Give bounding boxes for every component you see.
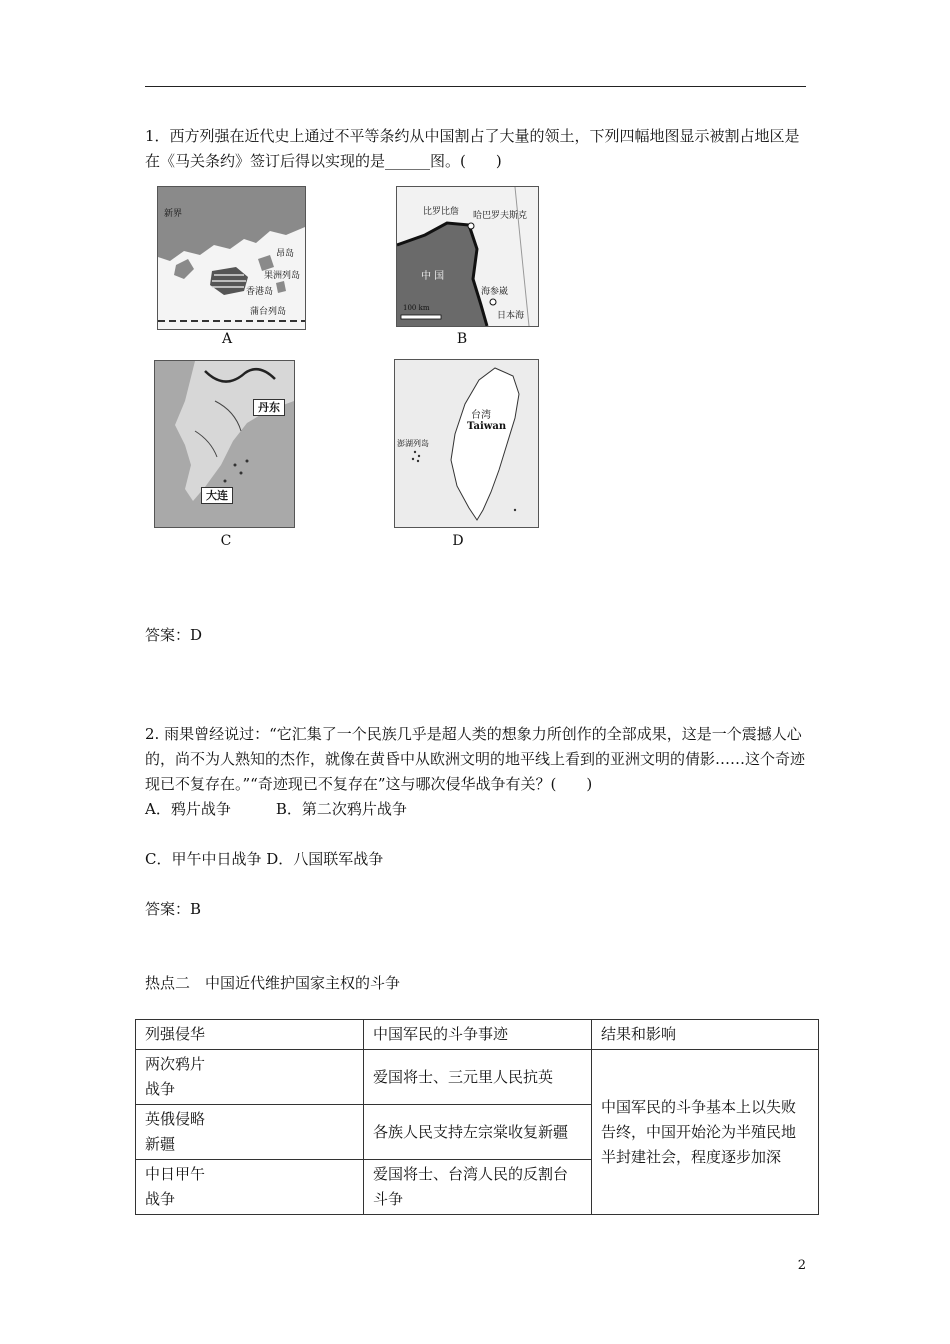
map-c-caption: C xyxy=(220,533,232,549)
map-a-label: 蒲台列岛 xyxy=(250,307,287,317)
question-2-answer: 答案：B xyxy=(145,900,202,918)
map-a-label: 香港岛 xyxy=(246,287,274,297)
map-b-label: 100 km xyxy=(403,304,430,312)
question-1-text: 1．西方列强在近代史上通过不平等条约从中国割占了大量的领土，下列四幅地图显示被割占地区是在《马关条约》签订后得以实现的是______图。( ) xyxy=(145,127,800,170)
map-a-label: 昂岛 xyxy=(276,249,295,259)
struggle-table xyxy=(135,1019,819,1215)
map-a-label: 新界 xyxy=(164,209,183,219)
question-2-text: 2. 雨果曾经说过：“它汇集了一个民族几乎是超人类的想象力所创作的全部成果，这是一个震撼人心的，尚不为人熟知的杰作，就像在黄昏中从欧洲文明的地平线上看到的亚洲文明的倩影……这个奇迹现已不复存在。”“奇迹现已不复存在”这与哪次侵华战争有关？( ) xyxy=(145,725,806,793)
map-c xyxy=(154,360,295,528)
map-d-label: 澎湖列岛 xyxy=(397,439,429,448)
table-header-cell: 结果和影响 xyxy=(592,1020,819,1050)
map-b-caption: B xyxy=(456,331,468,347)
map-d-label: 台湾 xyxy=(471,410,491,421)
question-1-answer: 答案：D xyxy=(145,626,203,644)
table-cell: 两次鸦片战争 xyxy=(145,1055,206,1098)
map-b-label: 比罗比詹 xyxy=(423,207,460,217)
map-d xyxy=(394,359,539,528)
map-c-label: 大连 xyxy=(201,487,233,504)
table-cell: 爱国将士、三元里人民抗英 xyxy=(364,1050,592,1105)
page-number: 2 xyxy=(797,1258,806,1273)
section-title: 热点二 中国近代维护国家主权的斗争 xyxy=(145,974,401,992)
map-c-label: 丹东 xyxy=(253,399,285,416)
map-b-label: 中 国 xyxy=(421,271,445,282)
table-cell: 英俄侵略新疆 xyxy=(145,1110,206,1153)
table-header-row xyxy=(136,1020,819,1050)
table-cell-result: 中国军民的斗争基本上以失败告终，中国开始沦为半殖民地半封建社会，程度逐步加深 xyxy=(592,1050,819,1215)
map-b-label: 日本海 xyxy=(497,311,525,321)
map-b-label: 哈巴罗夫斯克 xyxy=(473,211,528,221)
table-cell: 中日甲午战争 xyxy=(145,1165,206,1208)
map-a-label: 果洲列岛 xyxy=(264,271,301,281)
map-b xyxy=(396,186,539,327)
map-b-label: 海参崴 xyxy=(481,287,509,297)
map-a-caption: A xyxy=(221,331,233,347)
header-rule xyxy=(145,86,806,87)
table-header-cell: 中国军民的斗争事迹 xyxy=(364,1020,592,1050)
question-2-options-2: C．甲午中日战争 D．八国联军战争 xyxy=(145,850,384,868)
table-cell: 爱国将士、台湾人民的反割台斗争 xyxy=(364,1160,592,1215)
table-row xyxy=(136,1050,819,1105)
map-a xyxy=(157,186,306,330)
map-d-label: Taiwan xyxy=(467,421,507,432)
question-2-options-1: A．鸦片战争 B．第二次鸦片战争 xyxy=(145,800,407,818)
table-header-cell: 列强侵华 xyxy=(136,1020,364,1050)
map-d-caption: D xyxy=(452,533,464,549)
table-cell: 各族人民支持左宗棠收复新疆 xyxy=(364,1105,592,1160)
